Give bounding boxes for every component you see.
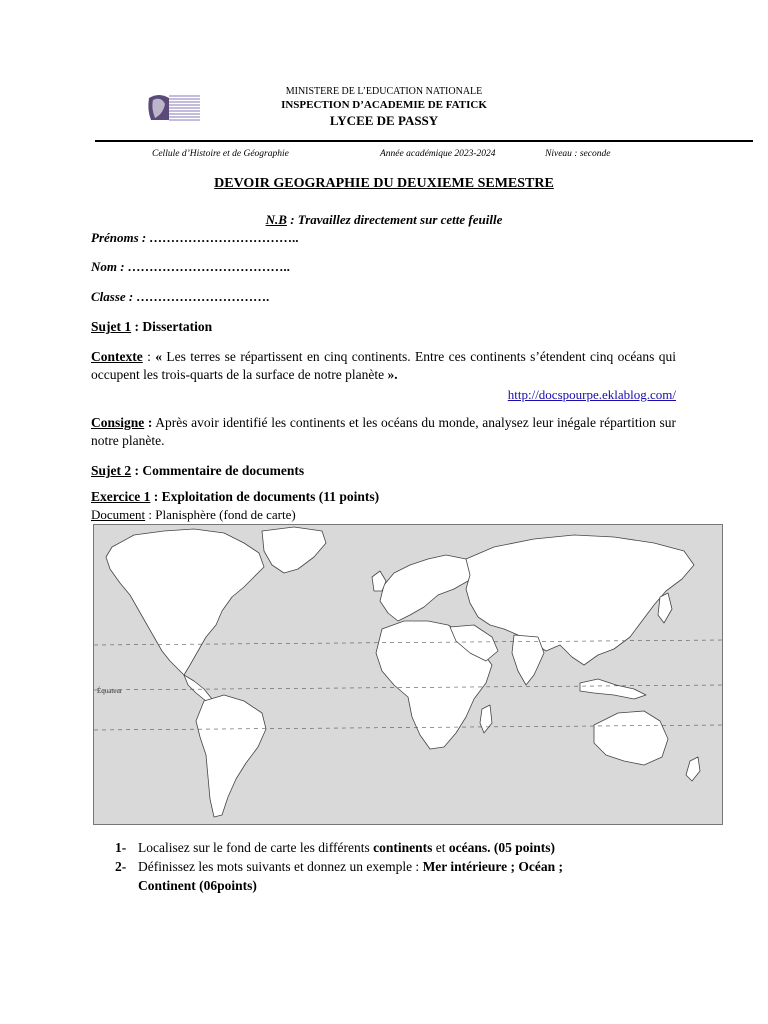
q1-text-b: continents: [373, 840, 433, 855]
q1-text-a: Localisez sur le fond de carte les différents: [138, 840, 374, 855]
consigne-sep: :: [144, 415, 153, 430]
contexte-text: Les terres se répartissent en cinq continents. Entre ces continents s’étendent cinq océans qui occupent les trois-quarts de la surface de notre planète: [91, 349, 676, 382]
madagascar-shape: [480, 705, 492, 733]
new-zealand-shape: [686, 757, 700, 781]
nb-text: : Travaillez directement sur cette feuille: [286, 212, 503, 227]
equator-label: Équateur: [97, 687, 123, 695]
indonesia-shape: [580, 679, 646, 699]
q1-number: 1-: [115, 840, 127, 855]
greenland-shape: [262, 527, 326, 573]
question-2-continuation: Continent (06points): [138, 878, 257, 893]
ministry-line: MINISTERE DE L’EDUCATION NATIONALE: [285, 86, 483, 97]
india-shape: [512, 635, 544, 685]
nom-field[interactable]: Nom : ………………………………..: [91, 259, 291, 274]
exercice1-heading: [91, 488, 676, 506]
europe-shape: [380, 555, 478, 621]
school-logo-icon: [145, 92, 201, 122]
document-caption: [91, 506, 676, 524]
prenoms-field[interactable]: Prénoms : ……………………………..: [91, 230, 299, 245]
academic-year: Année académique 2023-2024: [380, 149, 496, 159]
q2-text-b: Mer intérieure ; Océan ;: [422, 859, 564, 874]
sujet2-label: Sujet 2: [91, 463, 132, 478]
contexte-close-quote: ».: [387, 367, 398, 382]
contexte-label: Contexte: [91, 349, 143, 364]
japan-shape: [658, 593, 672, 623]
q1-text-c: et: [432, 840, 449, 855]
classe-field[interactable]: Classe : ………………………….: [91, 289, 270, 304]
australia-shape: [594, 711, 668, 765]
world-map-drawing: [94, 525, 722, 824]
school-name: LYCEE DE PASSY: [329, 113, 439, 128]
sujet2-heading: [91, 462, 676, 480]
question-2: [115, 857, 655, 876]
sujet1-text: : Dissertation: [131, 319, 213, 334]
source-link[interactable]: http://docspourpe.eklablog.com/: [507, 387, 676, 402]
nb-label: N.B: [265, 212, 287, 227]
q2-text-a: Définissez les mots suivants et donnez un exemple :: [138, 859, 423, 874]
cell-name: Cellule d’Histoire et de Géographie: [152, 149, 289, 159]
nb-note: [0, 212, 768, 228]
level: Niveau : seconde: [545, 149, 611, 159]
north-america-shape: [106, 529, 264, 675]
consigne-label: Consigne: [91, 415, 145, 430]
document-label: Document: [91, 507, 146, 522]
sujet1-label: Sujet 1: [91, 319, 132, 334]
world-map: [93, 524, 723, 825]
page-title: DEVOIR GEOGRAPHIE DU DEUXIEME SEMESTRE: [214, 176, 554, 191]
sujet1-heading: [91, 318, 676, 336]
exercice1-label: Exercice 1: [91, 489, 151, 504]
q1-text-d: océans. (05 points): [448, 840, 556, 855]
south-america-shape: [196, 695, 266, 817]
exercice1-text: : Exploitation de documents (11 points): [150, 489, 380, 504]
q2-number: 2-: [115, 859, 127, 874]
contexte-paragraph: [91, 348, 676, 384]
contexte-open-quote: «: [155, 349, 163, 364]
document-text: : Planisphère (fond de carte): [145, 507, 296, 522]
header-divider: [95, 140, 753, 142]
question-1: [115, 838, 555, 857]
contexte-sep: :: [142, 349, 156, 364]
consigne-text: Après avoir identifié les continents et les océans du monde, analysez leur inégale répartition sur notre planète.: [91, 415, 676, 448]
central-america-shape: [184, 675, 212, 701]
consigne-paragraph: [91, 414, 676, 450]
sujet2-text: : Commentaire de documents: [131, 463, 305, 478]
inspection-line: INSPECTION D’ACADEMIE DE FATICK: [281, 99, 487, 111]
